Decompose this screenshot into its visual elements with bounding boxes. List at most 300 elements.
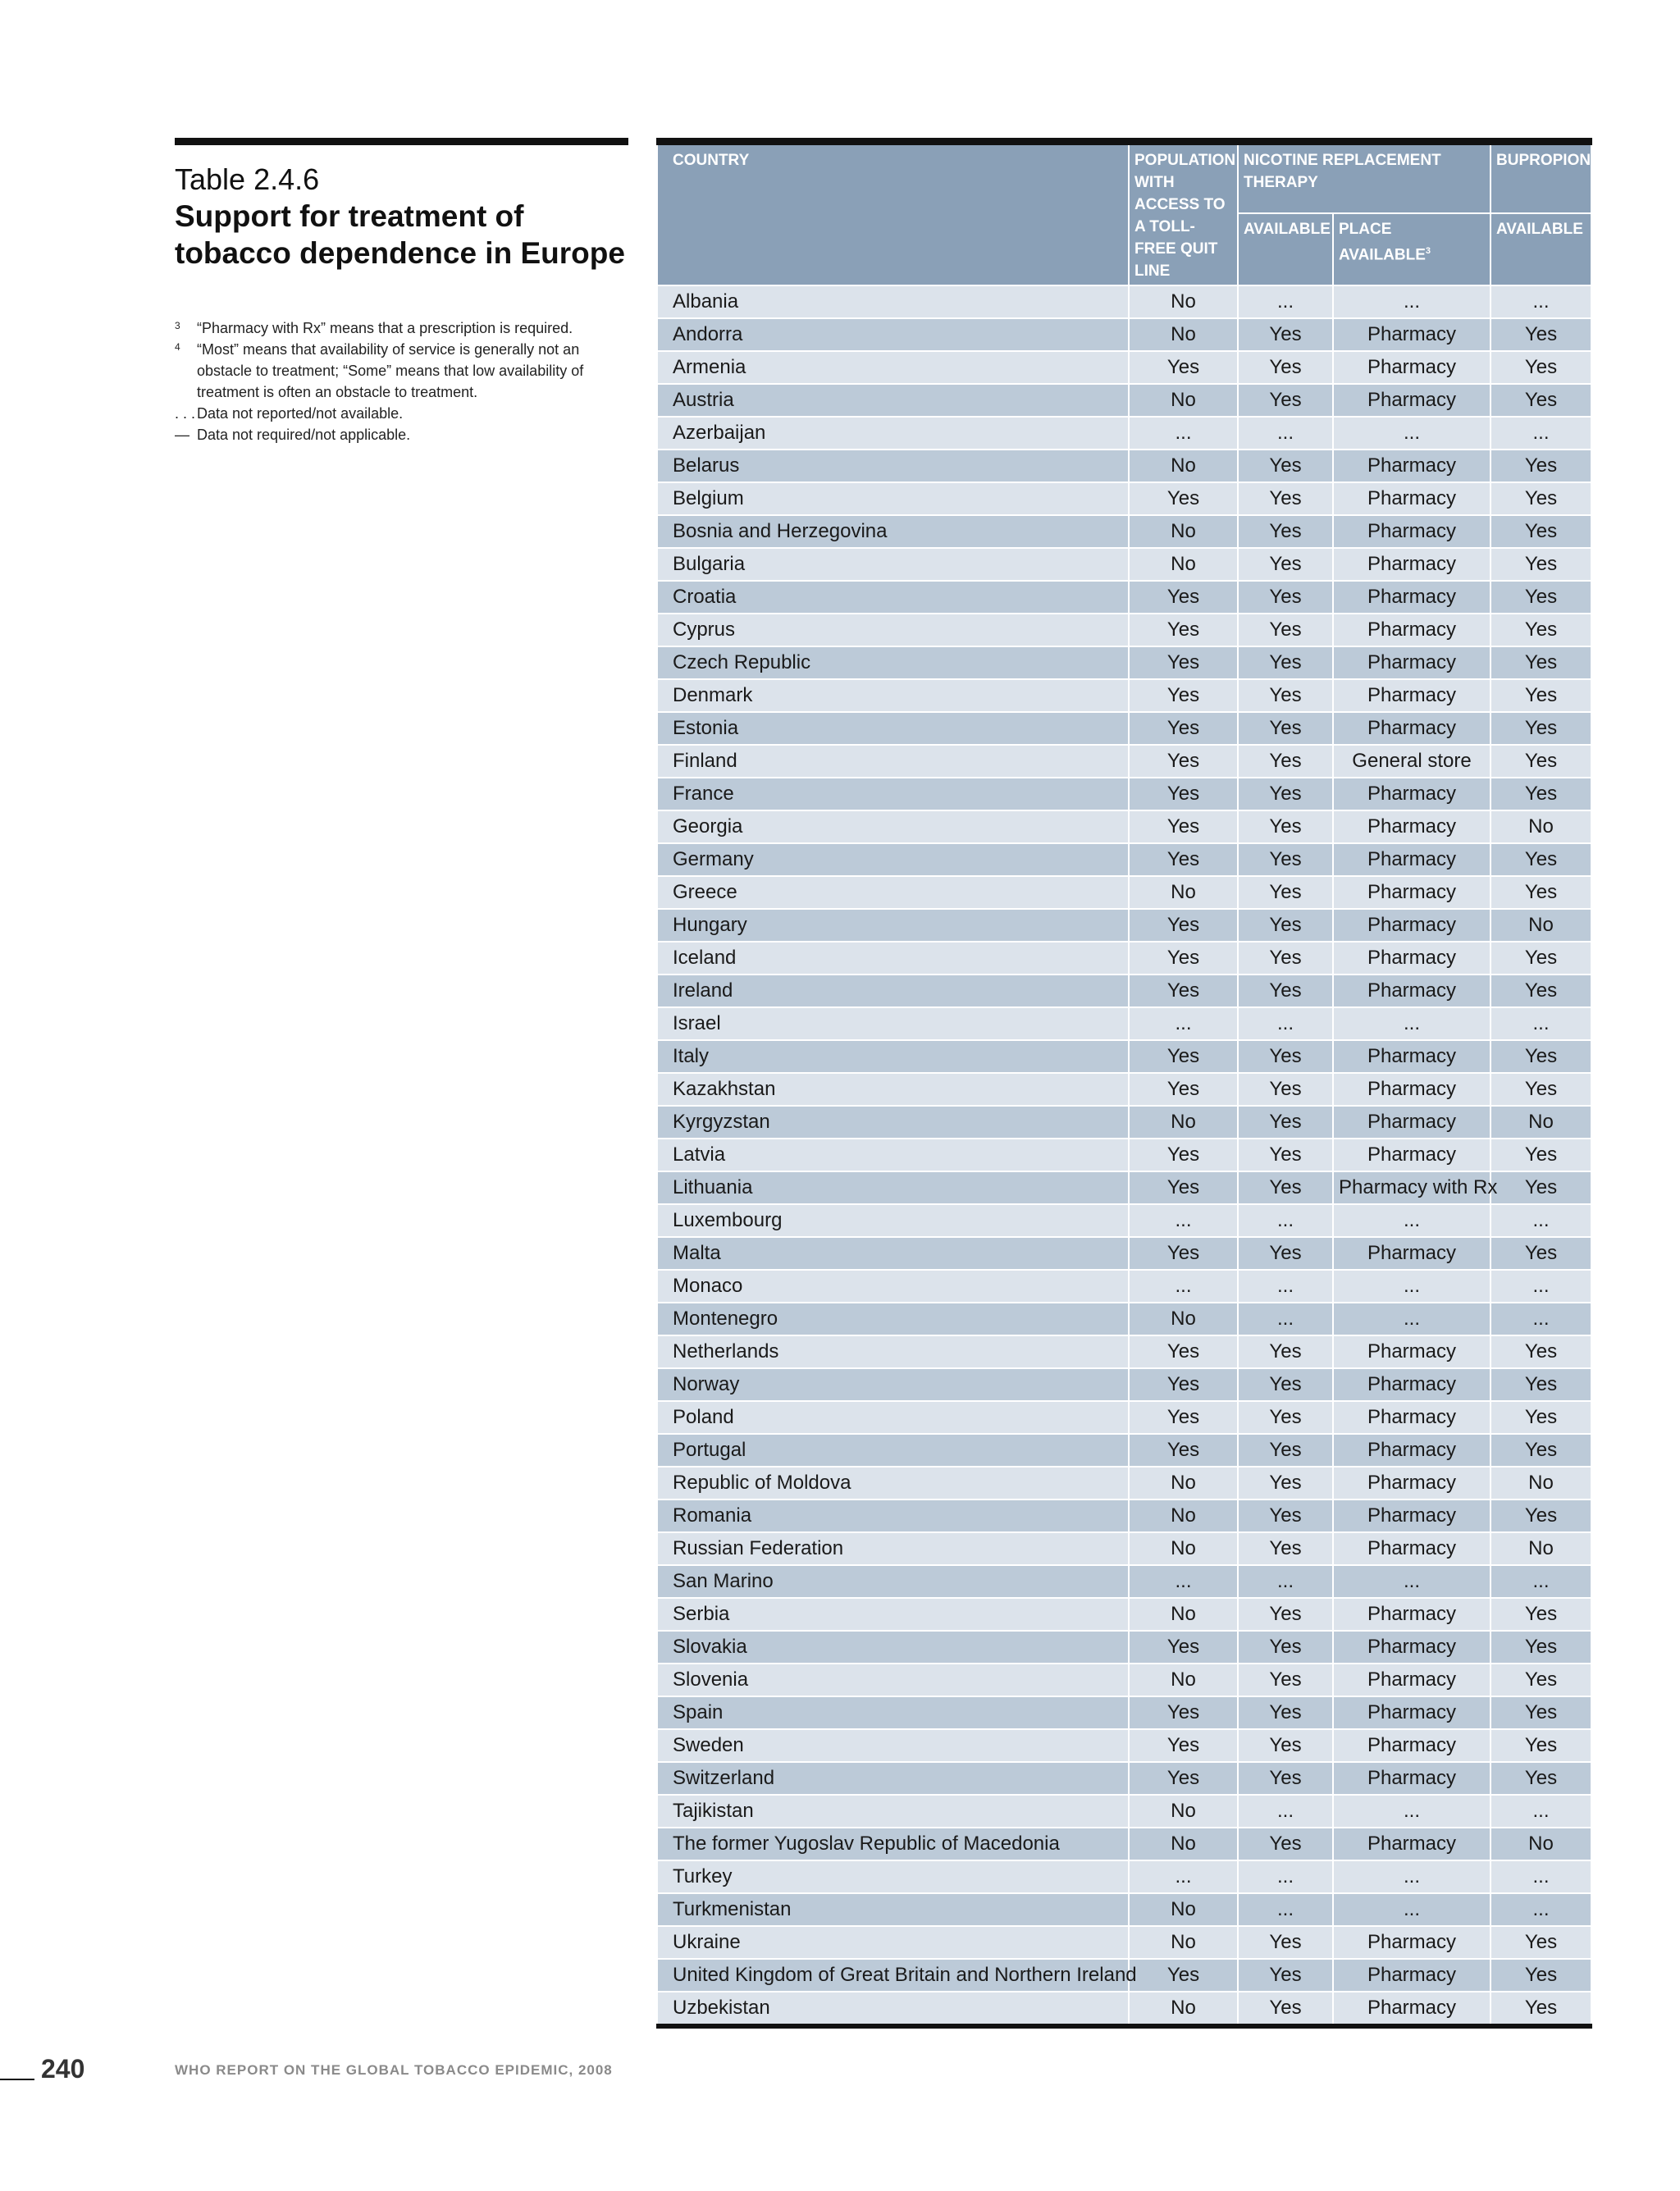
cell-bupropion-available: No [1491,810,1591,843]
cell-country: Iceland [657,942,1129,975]
table-row [657,975,1591,1007]
table-row [657,1860,1591,1893]
table-row [657,679,1591,712]
cell-nrt-place: Pharmacy [1333,1926,1491,1959]
table-row [657,1040,1591,1073]
table-row [657,1828,1591,1860]
table-container [656,138,1591,2029]
cell-nrt-place: Pharmacy [1333,581,1491,614]
title-block [175,138,628,445]
header-country: COUNTRY [657,142,1129,286]
cell-quitline: Yes [1129,1762,1238,1795]
cell-country: Uzbekistan [657,1992,1129,2026]
cell-quitline: No [1129,1926,1238,1959]
table-row [657,712,1591,745]
footnote-mark: 3 [175,320,180,331]
cell-bupropion-available: ... [1491,1204,1591,1237]
cell-country: Slovakia [657,1631,1129,1664]
cell-nrt-place: Pharmacy [1333,1106,1491,1139]
cell-nrt-available: Yes [1238,1139,1333,1171]
table-row [657,646,1591,679]
cell-nrt-available: Yes [1238,1926,1333,1959]
table-row [657,745,1591,778]
cell-nrt-place: Pharmacy [1333,1139,1491,1171]
legend-symbol: — [175,427,189,443]
cell-nrt-place: ... [1333,1565,1491,1598]
cell-bupropion-available: Yes [1491,614,1591,646]
cell-nrt-available: Yes [1238,810,1333,843]
cell-nrt-place: Pharmacy [1333,1992,1491,2026]
cell-country: Israel [657,1007,1129,1040]
cell-quitline: No [1129,285,1238,318]
cell-bupropion-available: ... [1491,1795,1591,1828]
cell-quitline: Yes [1129,679,1238,712]
table-row [657,1007,1591,1040]
cell-country: Malta [657,1237,1129,1270]
table-row [657,1237,1591,1270]
cell-bupropion-available: Yes [1491,1598,1591,1631]
cell-nrt-place: Pharmacy [1333,942,1491,975]
cell-quitline: No [1129,384,1238,417]
cell-quitline: Yes [1129,581,1238,614]
cell-country: The former Yugoslav Republic of Macedonia [657,1828,1129,1860]
cell-bupropion-available: No [1491,1106,1591,1139]
table-row [657,1926,1591,1959]
cell-bupropion-available: Yes [1491,482,1591,515]
cell-quitline: No [1129,1499,1238,1532]
cell-country: Albania [657,285,1129,318]
table-row [657,1139,1591,1171]
page-footer [0,2051,656,2084]
cell-bupropion-available: Yes [1491,1664,1591,1696]
cell-bupropion-available: Yes [1491,975,1591,1007]
title-rule [175,138,628,145]
cell-nrt-place: Pharmacy [1333,450,1491,482]
cell-nrt-available: ... [1238,1007,1333,1040]
cell-nrt-place: Pharmacy [1333,975,1491,1007]
cell-country: Monaco [657,1270,1129,1303]
cell-nrt-available: Yes [1238,1171,1333,1204]
cell-country: Spain [657,1696,1129,1729]
cell-nrt-available: ... [1238,1270,1333,1303]
table-row [657,810,1591,843]
cell-bupropion-available: No [1491,909,1591,942]
cell-country: Cyprus [657,614,1129,646]
table-row [657,1368,1591,1401]
cell-nrt-place: Pharmacy [1333,1040,1491,1073]
cell-country: Czech Republic [657,646,1129,679]
footnote-3 [175,317,628,339]
cell-country: Estonia [657,712,1129,745]
cell-country: France [657,778,1129,810]
cell-nrt-available: Yes [1238,351,1333,384]
cell-nrt-place: ... [1333,1795,1491,1828]
legend-text: Data not required/not applicable. [197,427,411,443]
table-title: Support for treatment of tobacco dependence in Europe [175,199,625,270]
legend-text: Data not reported/not available. [197,405,404,422]
cell-nrt-place: ... [1333,1270,1491,1303]
cell-quitline: Yes [1129,975,1238,1007]
cell-country: Belgium [657,482,1129,515]
cell-nrt-available: Yes [1238,318,1333,351]
cell-country: Luxembourg [657,1204,1129,1237]
cell-nrt-place: Pharmacy [1333,679,1491,712]
cell-nrt-available: ... [1238,285,1333,318]
cell-nrt-place: Pharmacy [1333,1762,1491,1795]
cell-nrt-available: Yes [1238,975,1333,1007]
cell-nrt-place: ... [1333,285,1491,318]
table-row [657,614,1591,646]
cell-nrt-available: Yes [1238,614,1333,646]
cell-nrt-available: Yes [1238,581,1333,614]
cell-nrt-place: Pharmacy [1333,614,1491,646]
cell-bupropion-available: Yes [1491,1073,1591,1106]
cell-bupropion-available: Yes [1491,1040,1591,1073]
cell-nrt-available: Yes [1238,1828,1333,1860]
header-bupropion-available: AVAILABLE [1491,213,1591,285]
cell-quitline: Yes [1129,778,1238,810]
cell-quitline: No [1129,1828,1238,1860]
cell-bupropion-available: Yes [1491,1434,1591,1467]
cell-country: Portugal [657,1434,1129,1467]
footnote-text: “Pharmacy with Rx” means that a prescription is required. [197,320,573,336]
cell-nrt-place: Pharmacy [1333,1631,1491,1664]
cell-bupropion-available: Yes [1491,1499,1591,1532]
cell-quitline: No [1129,1467,1238,1499]
cell-bupropion-available: No [1491,1828,1591,1860]
cell-bupropion-available: ... [1491,1893,1591,1926]
table-row [657,1893,1591,1926]
cell-bupropion-available: ... [1491,1007,1591,1040]
cell-country: Ireland [657,975,1129,1007]
cell-bupropion-available: Yes [1491,450,1591,482]
cell-quitline: Yes [1129,1139,1238,1171]
cell-quitline: ... [1129,1860,1238,1893]
table-row [657,1992,1591,2026]
page-number: 240 [41,2054,85,2084]
cell-nrt-available: ... [1238,1893,1333,1926]
cell-quitline: No [1129,1992,1238,2026]
cell-quitline: ... [1129,417,1238,450]
cell-country: Serbia [657,1598,1129,1631]
cell-nrt-available: Yes [1238,1106,1333,1139]
cell-nrt-available: Yes [1238,384,1333,417]
cell-bupropion-available: Yes [1491,548,1591,581]
cell-quitline: Yes [1129,614,1238,646]
cell-bupropion-available: Yes [1491,1335,1591,1368]
cell-country: Bosnia and Herzegovina [657,515,1129,548]
cell-country: Netherlands [657,1335,1129,1368]
page-number-rule [0,2079,34,2080]
cell-bupropion-available: ... [1491,1270,1591,1303]
footnote-text: “Most” means that availability of service is generally not an obstacle to treatment; “Some” means that low availability of treatment is often an obstacle to treatment. [197,341,584,400]
table-row [657,1565,1591,1598]
table-row [657,417,1591,450]
cell-quitline: No [1129,515,1238,548]
cell-country: Russian Federation [657,1532,1129,1565]
cell-bupropion-available: Yes [1491,581,1591,614]
cell-bupropion-available: Yes [1491,1959,1591,1992]
cell-country: Georgia [657,810,1129,843]
cell-nrt-place: General store [1333,745,1491,778]
cell-nrt-available: Yes [1238,942,1333,975]
cell-nrt-available: ... [1238,1860,1333,1893]
cell-nrt-available: Yes [1238,745,1333,778]
cell-bupropion-available: Yes [1491,1926,1591,1959]
table-row [657,1664,1591,1696]
cell-quitline: ... [1129,1007,1238,1040]
cell-quitline: Yes [1129,1040,1238,1073]
cell-bupropion-available: Yes [1491,876,1591,909]
cell-quitline: Yes [1129,810,1238,843]
cell-nrt-place: Pharmacy [1333,548,1491,581]
cell-quitline: Yes [1129,1171,1238,1204]
cell-country: Croatia [657,581,1129,614]
cell-country: Republic of Moldova [657,1467,1129,1499]
table-row [657,1795,1591,1828]
cell-nrt-place: Pharmacy [1333,1729,1491,1762]
cell-nrt-available: ... [1238,1795,1333,1828]
cell-nrt-available: Yes [1238,1237,1333,1270]
cell-nrt-place: Pharmacy [1333,1467,1491,1499]
cell-nrt-available: Yes [1238,646,1333,679]
table-row [657,1729,1591,1762]
cell-bupropion-available: Yes [1491,1171,1591,1204]
cell-country: Switzerland [657,1762,1129,1795]
cell-bupropion-available: ... [1491,1860,1591,1893]
cell-bupropion-available: Yes [1491,1729,1591,1762]
cell-country: Hungary [657,909,1129,942]
cell-nrt-available: ... [1238,1565,1333,1598]
cell-quitline: No [1129,1598,1238,1631]
cell-nrt-available: Yes [1238,1368,1333,1401]
cell-quitline: No [1129,548,1238,581]
cell-nrt-available: Yes [1238,1598,1333,1631]
cell-quitline: Yes [1129,942,1238,975]
cell-bupropion-available: Yes [1491,1631,1591,1664]
cell-nrt-available: Yes [1238,1073,1333,1106]
cell-bupropion-available: Yes [1491,778,1591,810]
cell-quitline: No [1129,318,1238,351]
cell-country: Belarus [657,450,1129,482]
table-row [657,1171,1591,1204]
cell-nrt-place: Pharmacy [1333,843,1491,876]
cell-country: Austria [657,384,1129,417]
cell-nrt-place: Pharmacy [1333,351,1491,384]
cell-quitline: Yes [1129,1729,1238,1762]
cell-nrt-place: Pharmacy [1333,1664,1491,1696]
cell-country: Poland [657,1401,1129,1434]
cell-quitline: Yes [1129,745,1238,778]
cell-nrt-available: Yes [1238,1959,1333,1992]
cell-quitline: Yes [1129,909,1238,942]
cell-quitline: No [1129,1893,1238,1926]
cell-nrt-place: Pharmacy [1333,1696,1491,1729]
cell-bupropion-available: Yes [1491,942,1591,975]
cell-country: Lithuania [657,1171,1129,1204]
cell-nrt-place: Pharmacy [1333,1401,1491,1434]
cell-country: Slovenia [657,1664,1129,1696]
cell-quitline: Yes [1129,1959,1238,1992]
cell-bupropion-available: Yes [1491,646,1591,679]
table-row [657,515,1591,548]
cell-nrt-available: Yes [1238,482,1333,515]
footnote-mark: 4 [175,341,180,353]
cell-bupropion-available: No [1491,1467,1591,1499]
table-row [657,1073,1591,1106]
cell-bupropion-available: Yes [1491,1992,1591,2026]
table-row [657,285,1591,318]
cell-nrt-place: Pharmacy [1333,1532,1491,1565]
table-row [657,351,1591,384]
cell-bupropion-available: Yes [1491,1762,1591,1795]
cell-country: Turkmenistan [657,1893,1129,1926]
cell-nrt-place: Pharmacy [1333,1828,1491,1860]
cell-nrt-available: Yes [1238,1040,1333,1073]
cell-country: San Marino [657,1565,1129,1598]
cell-nrt-available: Yes [1238,876,1333,909]
header-bupropion: BUPROPION [1491,142,1591,213]
cell-bupropion-available: ... [1491,1303,1591,1335]
cell-quitline: No [1129,1303,1238,1335]
cell-country: Germany [657,843,1129,876]
header-quitline: POPULATION WITH ACCESS TO A TOLL-FREE QUIT LINE [1129,142,1238,286]
cell-quitline: Yes [1129,1631,1238,1664]
table-row [657,778,1591,810]
cell-nrt-place: Pharmacy [1333,482,1491,515]
cell-nrt-available: Yes [1238,1532,1333,1565]
table-row [657,1467,1591,1499]
cell-nrt-place: Pharmacy [1333,810,1491,843]
cell-nrt-place: Pharmacy [1333,909,1491,942]
header-nrt-available: AVAILABLE [1238,213,1333,285]
cell-nrt-place: Pharmacy [1333,1499,1491,1532]
table-row [657,1106,1591,1139]
cell-nrt-available: Yes [1238,548,1333,581]
cell-quitline: No [1129,1106,1238,1139]
cell-country: Sweden [657,1729,1129,1762]
cell-country: Greece [657,876,1129,909]
cell-nrt-available: Yes [1238,1401,1333,1434]
treatment-support-table [656,138,1592,2029]
cell-bupropion-available: Yes [1491,745,1591,778]
cell-country: Montenegro [657,1303,1129,1335]
cell-nrt-available: Yes [1238,679,1333,712]
cell-nrt-place: Pharmacy [1333,1335,1491,1368]
cell-country: Bulgaria [657,548,1129,581]
cell-nrt-place: ... [1333,1007,1491,1040]
table-row [657,1434,1591,1467]
cell-nrt-place: ... [1333,1303,1491,1335]
cell-country: Italy [657,1040,1129,1073]
cell-nrt-place: Pharmacy [1333,1959,1491,1992]
cell-quitline: Yes [1129,1401,1238,1434]
table-row [657,450,1591,482]
cell-nrt-place: Pharmacy [1333,1237,1491,1270]
cell-bupropion-available: Yes [1491,515,1591,548]
cell-nrt-available: Yes [1238,1696,1333,1729]
table-number: Table 2.4.6 [175,162,320,196]
cell-nrt-place: ... [1333,1860,1491,1893]
cell-nrt-available: Yes [1238,1762,1333,1795]
cell-nrt-available: ... [1238,1303,1333,1335]
cell-nrt-available: Yes [1238,778,1333,810]
notes [175,317,628,445]
legend-symbol: . . . [175,405,196,422]
cell-nrt-place: Pharmacy [1333,646,1491,679]
cell-country: Ukraine [657,1926,1129,1959]
cell-bupropion-available: No [1491,1532,1591,1565]
cell-nrt-available: ... [1238,1204,1333,1237]
cell-bupropion-available: Yes [1491,318,1591,351]
cell-nrt-place: ... [1333,1893,1491,1926]
table-row [657,876,1591,909]
cell-nrt-available: Yes [1238,1434,1333,1467]
cell-quitline: No [1129,1795,1238,1828]
cell-nrt-place: Pharmacy with Rx [1333,1171,1491,1204]
cell-nrt-available: Yes [1238,1992,1333,2026]
cell-nrt-available: ... [1238,417,1333,450]
table-row [657,1303,1591,1335]
cell-country: Latvia [657,1139,1129,1171]
cell-nrt-place: Pharmacy [1333,712,1491,745]
cell-quitline: Yes [1129,1073,1238,1106]
table-row [657,548,1591,581]
cell-nrt-available: Yes [1238,450,1333,482]
cell-country: Romania [657,1499,1129,1532]
cell-nrt-available: Yes [1238,1631,1333,1664]
cell-quitline: Yes [1129,646,1238,679]
cell-nrt-available: Yes [1238,1499,1333,1532]
report-title: WHO REPORT ON THE GLOBAL TOBACCO EPIDEMIC, 2008 [175,2062,613,2078]
footnote-4 [175,339,628,403]
cell-country: United Kingdom of Great Britain and Northern Ireland [657,1959,1129,1992]
table-row [657,1762,1591,1795]
cell-quitline: Yes [1129,1434,1238,1467]
cell-nrt-available: Yes [1238,843,1333,876]
cell-quitline: ... [1129,1565,1238,1598]
table-row [657,581,1591,614]
cell-quitline: No [1129,1532,1238,1565]
cell-bupropion-available: Yes [1491,712,1591,745]
cell-quitline: Yes [1129,1335,1238,1368]
header-nrt-place-sup: 3 [1425,245,1431,256]
table-row [657,318,1591,351]
cell-quitline: Yes [1129,1696,1238,1729]
cell-bupropion-available: Yes [1491,1368,1591,1401]
cell-quitline: ... [1129,1204,1238,1237]
cell-country: Azerbaijan [657,417,1129,450]
cell-country: Tajikistan [657,1795,1129,1828]
cell-quitline: No [1129,450,1238,482]
cell-nrt-place: Pharmacy [1333,1434,1491,1467]
cell-bupropion-available: Yes [1491,384,1591,417]
table-row [657,1204,1591,1237]
cell-nrt-place: ... [1333,1204,1491,1237]
cell-nrt-available: Yes [1238,712,1333,745]
table-row [657,1335,1591,1368]
cell-country: Kazakhstan [657,1073,1129,1106]
cell-bupropion-available: Yes [1491,351,1591,384]
cell-country: Norway [657,1368,1129,1401]
cell-quitline: No [1129,1664,1238,1696]
cell-country: Finland [657,745,1129,778]
cell-bupropion-available: ... [1491,417,1591,450]
table-body [657,285,1591,2026]
cell-nrt-place: Pharmacy [1333,515,1491,548]
cell-bupropion-available: Yes [1491,679,1591,712]
cell-quitline: Yes [1129,351,1238,384]
